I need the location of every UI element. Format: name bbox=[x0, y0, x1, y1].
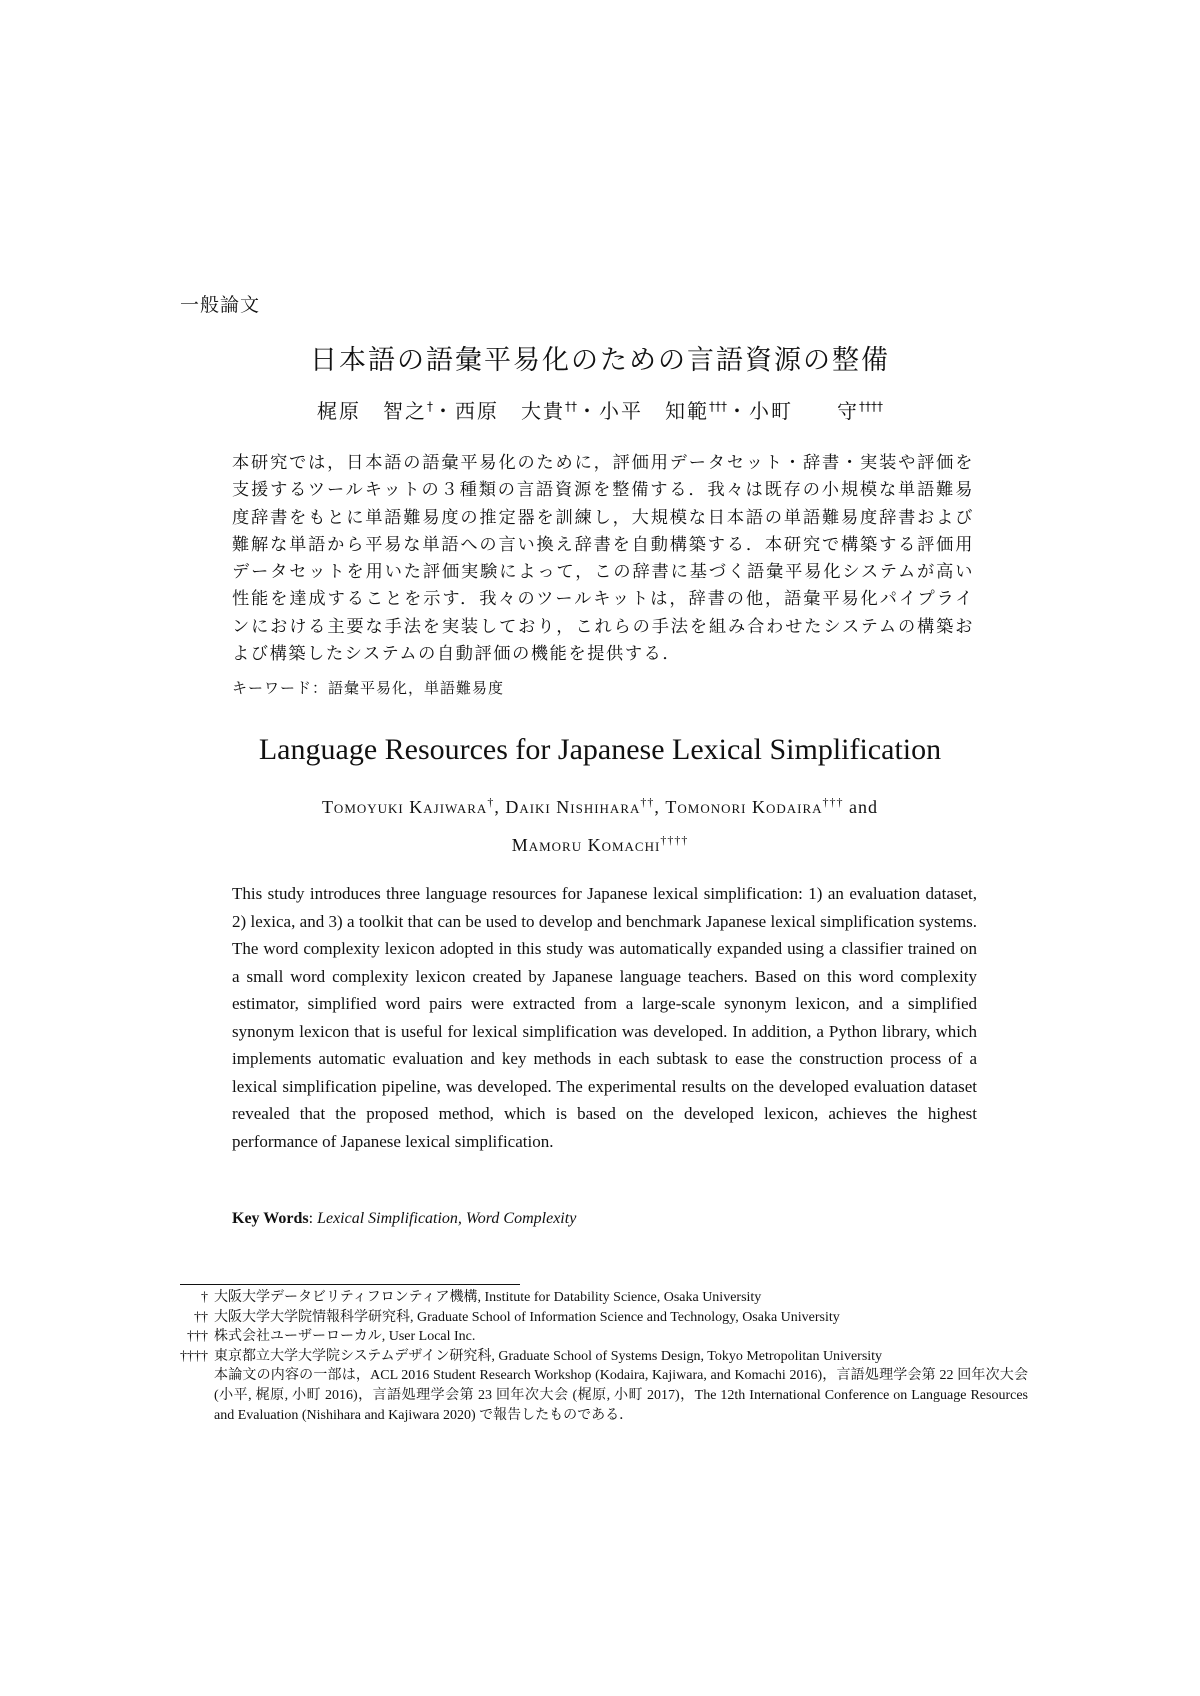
japanese-authors bbox=[0, 395, 1200, 424]
english-abstract bbox=[232, 880, 977, 1155]
footnote-mark: ††† bbox=[187, 1329, 208, 1345]
english-abstract-text: This study introduces three language resources for Japanese lexical simplification: 1) an evaluation dataset, 2) lexica, and 3) a toolkit that can be used to develop and benchmark Japanese lexical simplification systems. The word complexity lexicon adopted in this study was automatically expanded using a classifier trained on a small word complexity lexicon created by Japanese language teachers. Based on this word complexity estimator, simplified word pairs were extracted from a large-scale synonym lexicon, and a simplified synonym lexicon that is useful for lexical simplification was developed. In addition, a Python library, which implements automatic evaluation and key methods in each subtask to ease the construction process of a lexical simplification pipeline, was developed. The experimental results on the developed evaluation dataset revealed that the proposed method, which is based on the developed lexicon, achieves the highest performance of Japanese lexical simplification. bbox=[232, 884, 977, 1151]
ja-author-name: 小町 守 bbox=[749, 399, 859, 423]
footnote-affiliation bbox=[176, 1308, 1028, 1328]
footnote-affiliation bbox=[176, 1288, 1028, 1308]
ja-author-name: 西原 大貴 bbox=[455, 399, 565, 423]
footnote-text: 株式会社ユーザーローカル, User Local Inc. bbox=[214, 1329, 476, 1345]
footnote-mark: †† bbox=[194, 1309, 208, 1325]
footnote-mark: †††† bbox=[180, 1348, 208, 1364]
ja-author-mark: †† bbox=[565, 399, 577, 414]
japanese-keywords bbox=[232, 677, 974, 698]
english-authors bbox=[0, 786, 1200, 862]
en-author-name: Tomoyuki Kajiwara bbox=[321, 797, 488, 817]
en-author-mark: †† bbox=[640, 795, 655, 809]
footnote-mark: † bbox=[201, 1290, 208, 1305]
japanese-title: 日本語の語彙平易化のための言語資源の整備 bbox=[310, 345, 890, 376]
english-title: Language Resources for Japanese Lexical Simplification bbox=[258, 733, 942, 766]
english-authors-line-1: Tomoyuki Kajiwara†, Daiki Nishihara††, Tomonori Kodaira††† and bbox=[321, 795, 879, 817]
japanese-keywords-label: キーワード： bbox=[232, 679, 329, 697]
ja-author-separator: ・ bbox=[577, 399, 599, 423]
footnotes bbox=[176, 1288, 1028, 1425]
en-author-name: Mamoru Komachi bbox=[511, 835, 661, 855]
ja-author-separator: ・ bbox=[727, 399, 749, 423]
ja-author-mark: ††† bbox=[709, 399, 727, 414]
en-author-name: Tomonori Kodaira bbox=[665, 797, 823, 817]
japanese-keywords-values: 語彙平易化，単語難易度 bbox=[328, 679, 505, 697]
publication-note: 本論文の内容の一部は，ACL 2016 Student Research Workshop (Kodaira, Kajiwara, and Komachi 2016)，言語処理学会第 22 回年次大会 (小平, 梶原, 小町 2016)，言語処理学会第 23 回年次大会 (梶原, 小町 2017)，The 12th International Conference on Language Resources and Evaluation (Nishihara and Kajiwara 2020) で報告したものである． bbox=[214, 1368, 1028, 1423]
footnote-affiliation bbox=[176, 1327, 1028, 1347]
en-author-mark: ††† bbox=[822, 795, 844, 809]
ja-author-name: 小平 知範 bbox=[599, 399, 709, 423]
ja-author-mark: †††† bbox=[859, 399, 883, 414]
ja-author-separator: ・ bbox=[433, 399, 455, 423]
footnote-text: 大阪大学データビリティフロンティア機構, Institute for Datability Science, Osaka University bbox=[214, 1290, 762, 1305]
en-author-mark: †††† bbox=[660, 833, 689, 847]
paper-category: 一般論文 bbox=[180, 294, 261, 316]
footnote-text: 東京都立大学大学院システムデザイン研究科, Graduate School of Systems Design, Tokyo Metropolitan University bbox=[214, 1348, 883, 1364]
japanese-abstract-text: 本研究では，日本語の語彙平易化のために，評価用データセット・辞書・実装や評価を支援するツールキットの３種類の言語資源を整備する．我々は既存の小規模な単語難易度辞書をもとに単語難易度の推定器を訓練し，大規模な日本語の単語難易度辞書および難解な単語から平易な単語への言い換え辞書を自動構築する．本研究で構築する評価用データセットを用いた評価実験によって，この辞書に基づく語彙平易化システムが高い性能を達成することを示す．我々のツールキットは，辞書の他，語彙平易化パイプラインにおける主要な手法を実装しており，これらの手法を組み合わせたシステムの構築および構築したシステムの自動評価の機能を提供する． bbox=[232, 453, 974, 665]
footnote-affiliation bbox=[176, 1347, 1028, 1367]
japanese-abstract bbox=[232, 450, 974, 668]
english-keywords-label: Key Words bbox=[232, 1210, 309, 1227]
footnote-divider bbox=[180, 1284, 520, 1285]
en-author-name: Daiki Nishihara bbox=[505, 797, 641, 817]
english-keywords: Key Words: Lexical Simplification, Word Complexity bbox=[232, 1210, 577, 1227]
footnote-text: 大阪大学大学院情報科学研究科, Graduate School of Information Science and Technology, Osaka University bbox=[214, 1309, 840, 1325]
english-authors-line-2 bbox=[0, 824, 1200, 862]
en-author-and: and bbox=[849, 797, 879, 817]
en-author-mark: † bbox=[487, 795, 495, 809]
ja-author-name: 梶原 智之 bbox=[317, 399, 427, 423]
english-keywords-values: Lexical Simplification, Word Complexity bbox=[317, 1210, 577, 1227]
ja-author-mark: † bbox=[427, 399, 433, 414]
